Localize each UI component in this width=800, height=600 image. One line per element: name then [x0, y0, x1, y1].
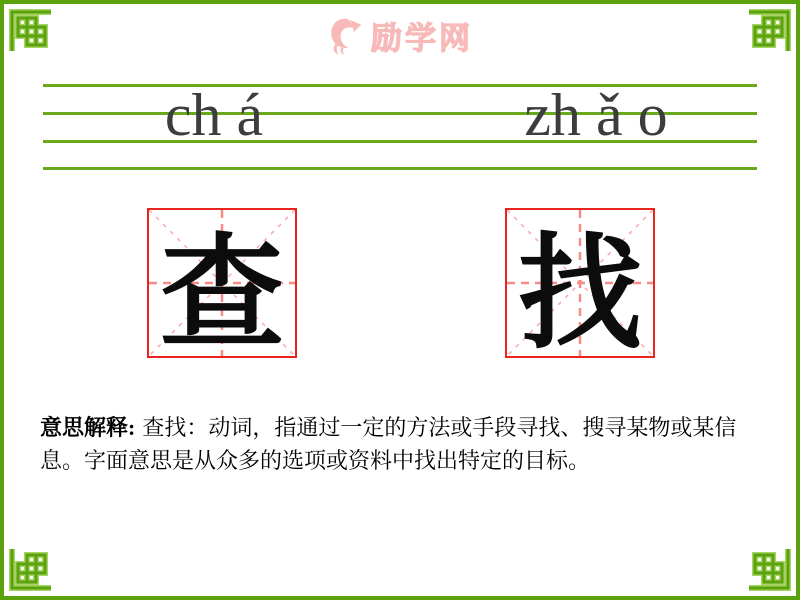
- definition-label: 意思解释:: [40, 415, 136, 440]
- frame-border-top: [0, 0, 800, 4]
- logo: [327, 13, 473, 58]
- definition-text: 查找：动词，指通过一定的方法或手段寻找、搜寻某物或某信息。字面意思是从众多的选项或资料中找出特定的目标。: [40, 415, 737, 473]
- corner-ornament-bottom-right-icon: [743, 543, 795, 595]
- corner-ornament-top-right-icon: [743, 5, 795, 57]
- character-glyph-cha: 查: [159, 226, 284, 363]
- definition-paragraph: [40, 411, 768, 477]
- corner-ornament-bottom-left-icon: [5, 543, 57, 595]
- logo-text: 励学网: [371, 21, 473, 56]
- frame-border-bottom: [0, 596, 800, 600]
- frame-border-left: [0, 0, 4, 600]
- pinyin-word-cha: ch á: [164, 82, 264, 148]
- pinyin-grid-line-4: [43, 167, 757, 170]
- character-grid-box-zhao: [505, 208, 655, 363]
- frame-border-right: [796, 0, 800, 600]
- character-grid-box-cha: [147, 208, 297, 363]
- character-glyph-zhao: 找: [517, 226, 642, 363]
- pinyin-word-zhao: zh ǎ o: [524, 82, 668, 148]
- corner-ornament-top-left-icon: [5, 5, 57, 57]
- logo-phoenix-icon: [327, 16, 365, 56]
